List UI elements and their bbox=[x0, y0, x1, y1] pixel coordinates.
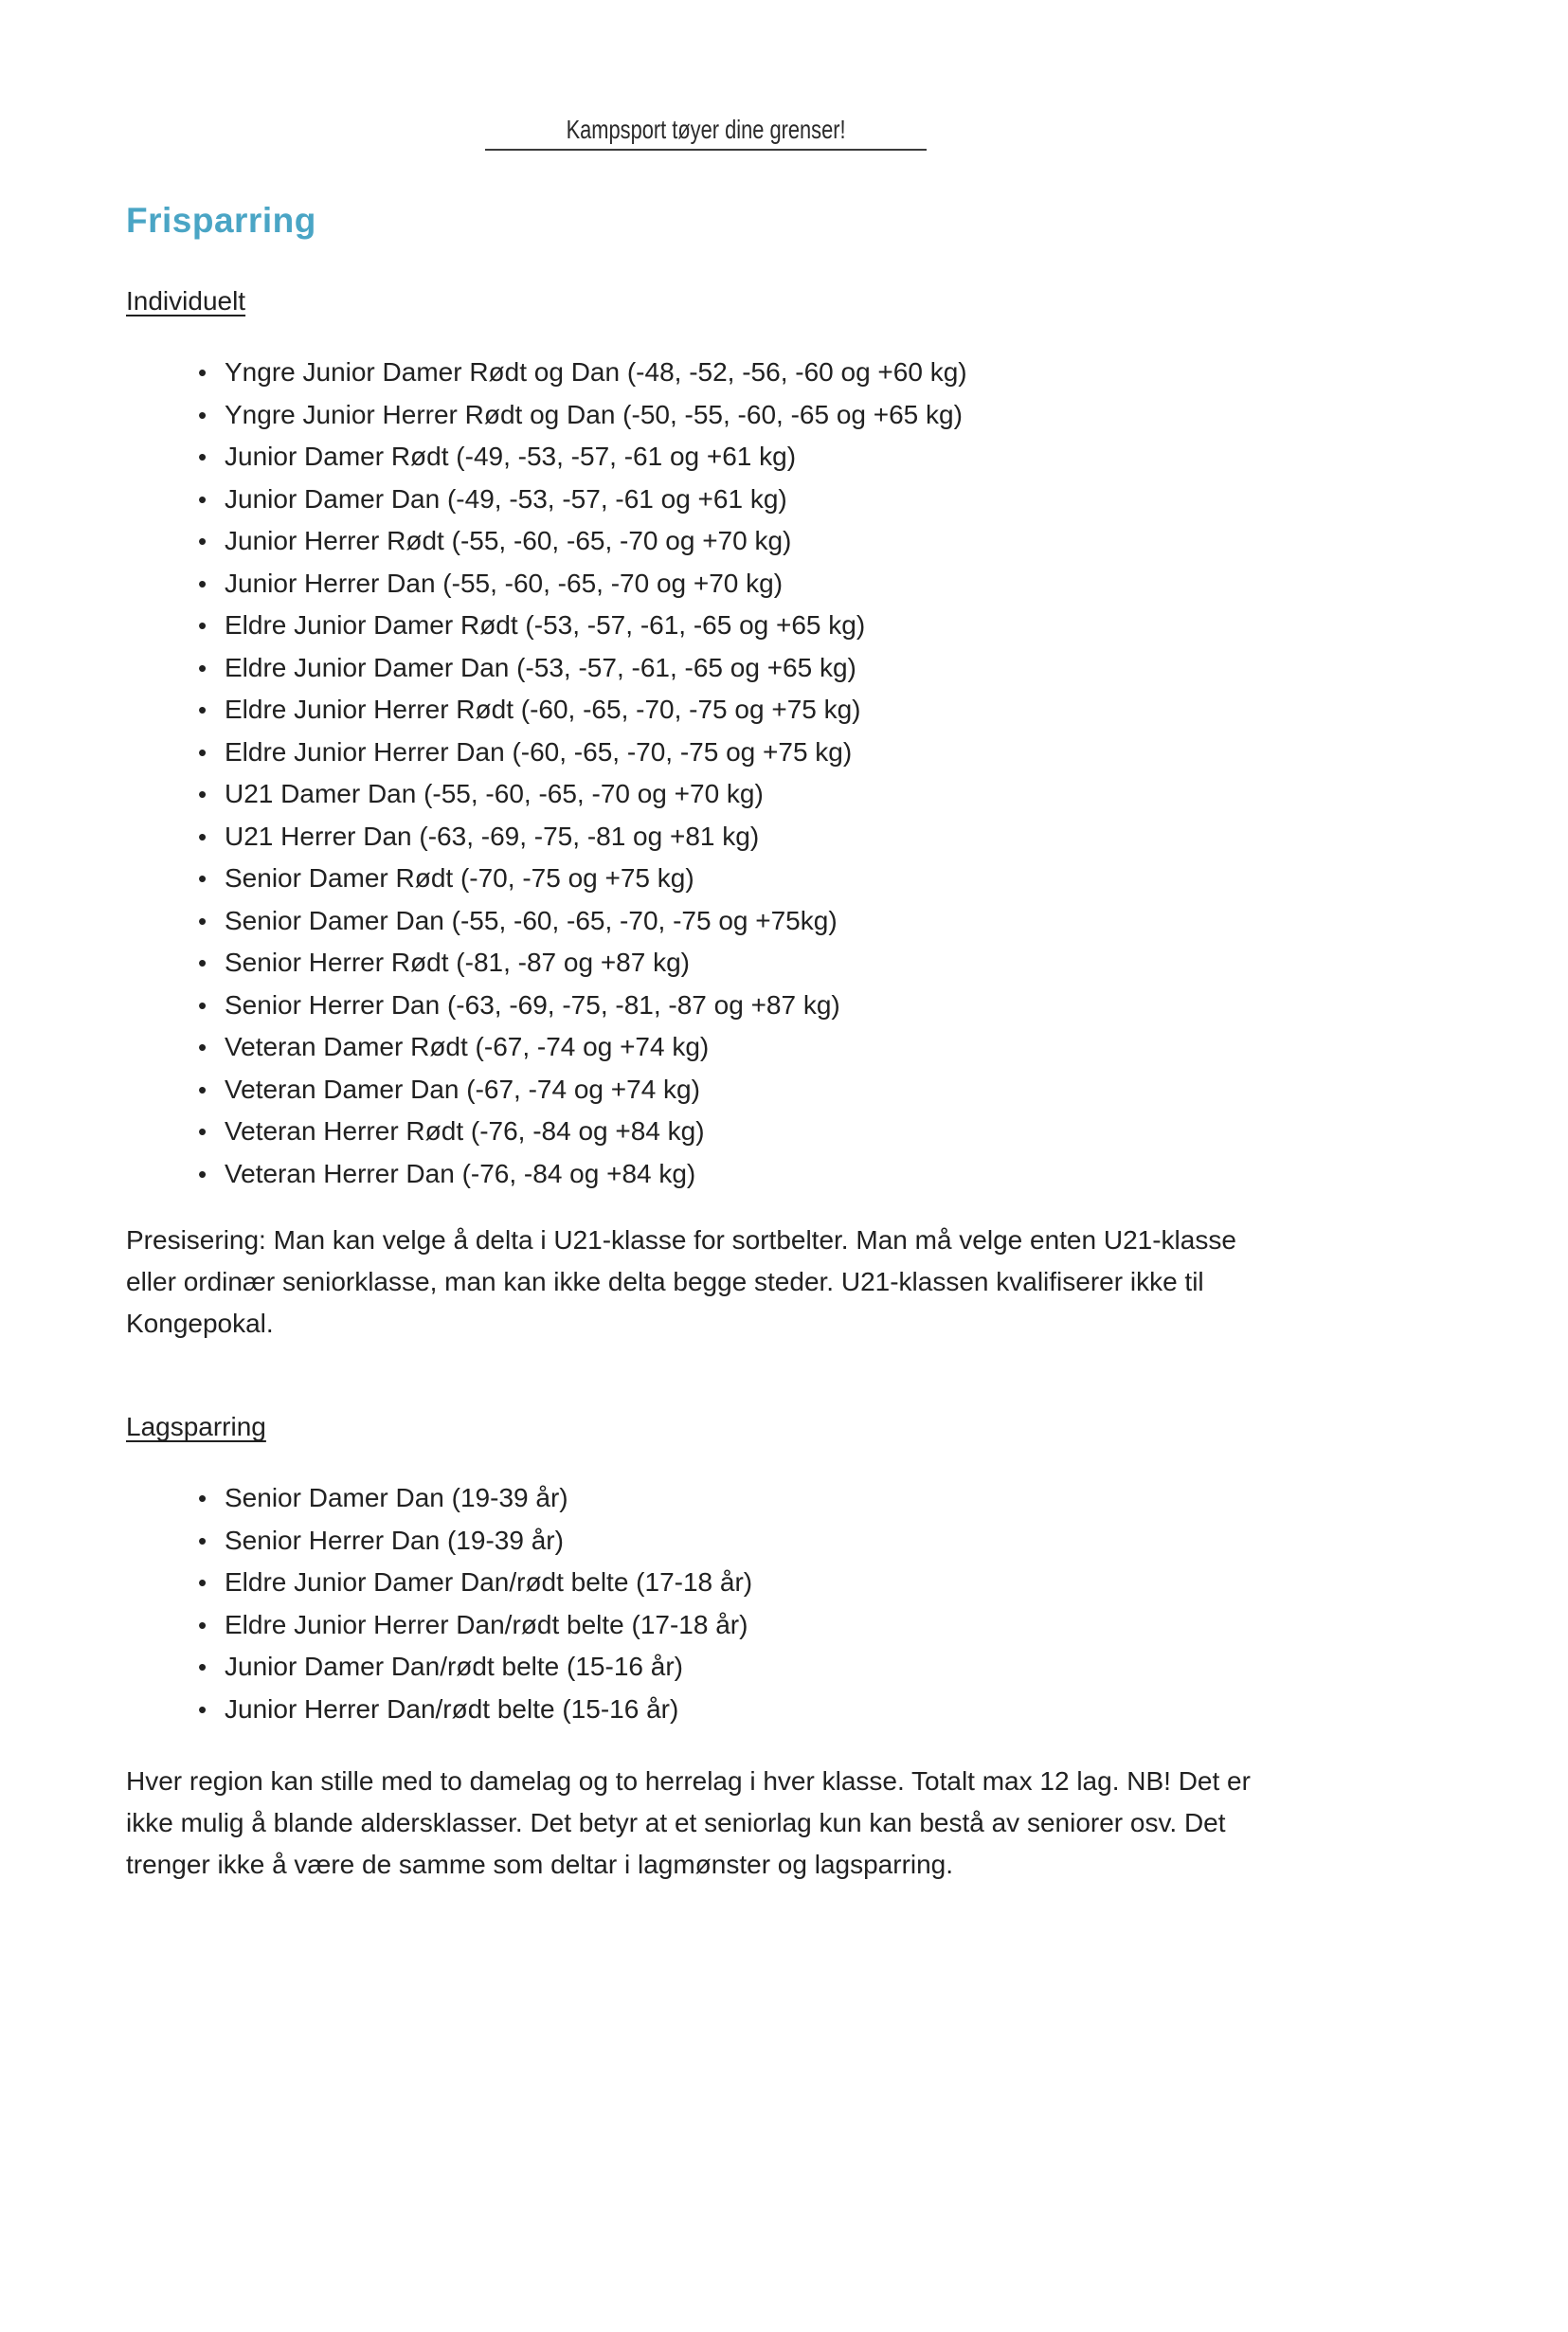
list-item bbox=[198, 1689, 1568, 1731]
list-item-text: Senior Herrer Rødt (-81, -87 og +87 kg) bbox=[225, 948, 690, 977]
bullet-icon: • bbox=[198, 1526, 207, 1555]
list-item-text: Eldre Junior Herrer Dan/rødt belte (17-18 år) bbox=[225, 1609, 748, 1639]
bullet-icon: • bbox=[198, 1159, 207, 1188]
bullet-icon: • bbox=[198, 1568, 207, 1597]
bullet-icon: • bbox=[198, 1653, 207, 1681]
bullet-icon: • bbox=[198, 737, 207, 767]
section-heading-lagsparring: Lagsparring bbox=[126, 1412, 266, 1441]
bullet-icon: • bbox=[198, 484, 207, 514]
bullet-icon: • bbox=[198, 1694, 207, 1724]
list-item bbox=[198, 1477, 1568, 1520]
list-item bbox=[198, 1604, 1568, 1647]
list-item bbox=[198, 942, 1568, 985]
list-item-text: Senior Herrer Dan (19-39 år) bbox=[225, 1525, 564, 1555]
list-item bbox=[198, 900, 1568, 943]
list-item-text: Junior Herrer Rødt (-55, -60, -65, -70 og +70 kg) bbox=[225, 526, 792, 555]
list-item-text: Junior Damer Dan (-49, -53, -57, -61 og +61 kg) bbox=[225, 483, 787, 514]
section-heading-individuelt: Individuelt bbox=[126, 286, 246, 316]
list-item-text: Veteran Herrer Rødt (-76, -84 og +84 kg) bbox=[225, 1116, 705, 1146]
list-item bbox=[198, 858, 1568, 900]
list-item-text: Junior Herrer Dan/rødt belte (15-16 år) bbox=[225, 1693, 679, 1724]
list-item-text: U21 Herrer Dan (-63, -69, -75, -81 og +81 kg) bbox=[225, 821, 760, 851]
team-class-list bbox=[126, 1477, 1568, 1730]
list-item-text: Eldre Junior Damer Dan/rødt belte (17-18 år) bbox=[225, 1567, 753, 1597]
list-item-text: Eldre Junior Damer Dan (-53, -57, -61, -65 og +65 kg) bbox=[225, 652, 856, 682]
bullet-icon: • bbox=[198, 990, 207, 1020]
list-item bbox=[198, 1111, 1568, 1153]
bullet-icon: • bbox=[198, 611, 207, 640]
document-page bbox=[0, 116, 1568, 2332]
paragraph-line: ikke mulig å blande aldersklasser. Det betyr at et seniorlag kun kan bestå av seniorer osv. Det bbox=[126, 1808, 1226, 1837]
bullet-icon: • bbox=[198, 1484, 207, 1512]
bullet-icon: • bbox=[198, 569, 207, 598]
bullet-icon: • bbox=[198, 696, 207, 724]
list-item bbox=[198, 1153, 1568, 1196]
bullet-icon: • bbox=[198, 443, 207, 471]
list-item-text: Veteran Damer Dan (-67, -74 og +74 kg) bbox=[225, 1074, 700, 1104]
bullet-icon: • bbox=[198, 527, 207, 555]
bullet-icon: • bbox=[198, 822, 207, 851]
paragraph-line: Presisering: Man kan velge å delta i U21-klasse for sortbelter. Man må velge enten U21-klasse bbox=[126, 1225, 1236, 1255]
list-item-text: Junior Damer Rødt (-49, -53, -57, -61 og +61 kg) bbox=[225, 442, 797, 471]
list-item-text: Eldre Junior Herrer Rødt (-60, -65, -70, -75 og +75 kg) bbox=[225, 695, 861, 724]
list-item bbox=[198, 479, 1568, 521]
list-item bbox=[198, 1562, 1568, 1604]
paragraph-line: Hver region kan stille med to damelag og to herrelag i hver klasse. Totalt max 12 lag. NB! Det er bbox=[126, 1766, 1251, 1796]
bullet-icon: • bbox=[198, 358, 207, 387]
team-note-paragraph bbox=[126, 1761, 1471, 1886]
bullet-icon: • bbox=[198, 400, 207, 429]
paragraph-line: trenger ikke å være de samme som deltar i lagmønster og lagsparring. bbox=[126, 1850, 954, 1879]
list-item-text: Senior Damer Dan (19-39 år) bbox=[225, 1483, 568, 1512]
list-item-text: Veteran Damer Rødt (-67, -74 og +74 kg) bbox=[225, 1032, 710, 1061]
list-item bbox=[198, 605, 1568, 647]
paragraph-line: Kongepokal. bbox=[126, 1309, 274, 1338]
list-item bbox=[198, 352, 1568, 394]
list-item-text: Junior Herrer Dan (-55, -60, -65, -70 og +70 kg) bbox=[225, 568, 784, 598]
list-item-text: Senior Damer Dan (-55, -60, -65, -70, -75 og +75kg) bbox=[225, 905, 838, 935]
list-item-text: Eldre Junior Herrer Dan (-60, -65, -70, -75 og +75 kg) bbox=[225, 736, 853, 767]
page-header bbox=[485, 116, 927, 151]
bullet-icon: • bbox=[198, 653, 207, 682]
list-item-text: Senior Herrer Dan (-63, -69, -75, -81, -87 og +87 kg) bbox=[225, 989, 840, 1020]
list-item bbox=[198, 1026, 1568, 1069]
list-item bbox=[198, 520, 1568, 563]
list-item bbox=[198, 773, 1568, 816]
individual-note-paragraph bbox=[126, 1220, 1471, 1345]
list-item bbox=[198, 647, 1568, 690]
list-item-text: Eldre Junior Damer Rødt (-53, -57, -61, -65 og +65 kg) bbox=[225, 610, 866, 640]
list-item bbox=[198, 985, 1568, 1027]
list-item-text: Junior Damer Dan/rødt belte (15-16 år) bbox=[225, 1652, 683, 1681]
header-motto: Kampsport tøyer dine grenser! bbox=[566, 115, 846, 144]
list-item bbox=[198, 1069, 1568, 1112]
list-item-text: U21 Damer Dan (-55, -60, -65, -70 og +70 kg) bbox=[225, 779, 764, 808]
list-item bbox=[198, 563, 1568, 606]
list-item bbox=[198, 816, 1568, 859]
list-item bbox=[198, 1520, 1568, 1563]
list-item-text: Senior Damer Rødt (-70, -75 og +75 kg) bbox=[225, 863, 694, 893]
list-item bbox=[198, 1646, 1568, 1689]
header-rule bbox=[485, 149, 927, 151]
page-title: Frisparring bbox=[126, 201, 316, 240]
bullet-icon: • bbox=[198, 1075, 207, 1104]
bullet-icon: • bbox=[198, 949, 207, 977]
bullet-icon: • bbox=[198, 906, 207, 935]
list-item bbox=[198, 732, 1568, 774]
paragraph-line: eller ordinær seniorklasse, man kan ikke delta begge steder. U21-klassen kvalifiserer ikke til bbox=[126, 1267, 1204, 1296]
list-item bbox=[198, 394, 1568, 437]
bullet-icon: • bbox=[198, 864, 207, 893]
list-item-text: Yngre Junior Herrer Rødt og Dan (-50, -55, -60, -65 og +65 kg) bbox=[225, 399, 963, 429]
bullet-icon: • bbox=[198, 1033, 207, 1061]
bullet-icon: • bbox=[198, 1610, 207, 1639]
bullet-icon: • bbox=[198, 780, 207, 808]
list-item bbox=[198, 436, 1568, 479]
list-item-text: Yngre Junior Damer Rødt og Dan (-48, -52, -56, -60 og +60 kg) bbox=[225, 357, 967, 387]
bullet-icon: • bbox=[198, 1117, 207, 1146]
list-item bbox=[198, 689, 1568, 732]
list-item-text: Veteran Herrer Dan (-76, -84 og +84 kg) bbox=[225, 1158, 696, 1188]
individual-class-list bbox=[126, 352, 1568, 1195]
